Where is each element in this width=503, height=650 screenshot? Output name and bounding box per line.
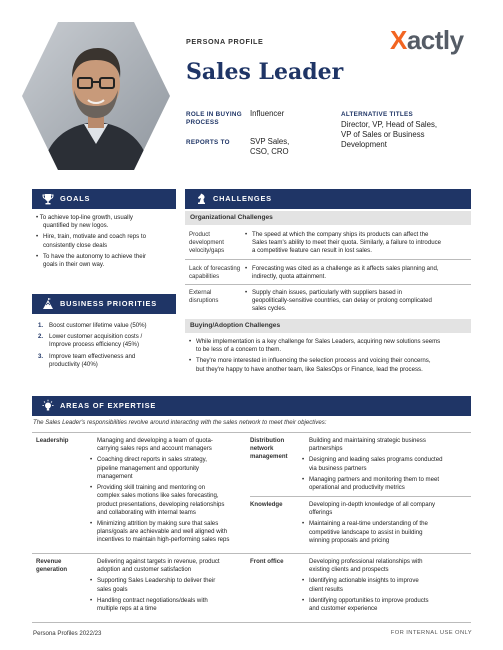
knowledge-list (302, 501, 472, 548)
list-item: • Designing and leading sales programs conducted via business partners (302, 456, 472, 472)
row-text: • Supply chain issues, particularly with suppliers based in geopolitically-sensitive countries, can delay or prolong complicated sales cycles. (245, 289, 467, 313)
revenue-list (90, 558, 250, 616)
table-row (185, 227, 471, 260)
list-item: • Managing partners and monitoring them to meet operational and productivity metrics (302, 476, 472, 492)
list-item: • Supporting Sales Leadership to deliver their sales goals (90, 577, 250, 593)
persona-kicker: PERSONA PROFILE (186, 37, 264, 46)
role-label: ROLE IN BUYING PROCESS (186, 111, 242, 126)
list-item: Building and maintaining strategic business partnerships (309, 437, 426, 453)
list-item: • To have the autonomy to achieve their goals in their own way. (36, 253, 176, 269)
chess-knight-icon (194, 192, 208, 206)
expertise-label-distribution: Distribution network management (250, 437, 288, 460)
expertise-header: AREAS OF EXPERTISE (32, 396, 471, 416)
list-item: • Minimizing attrition by making sure that sales plans/goals are achievable and well aligned with incentives to maintain high-performing sales reps (90, 520, 250, 545)
table-row (185, 285, 471, 317)
priorities-header: BUSINESS PRIORITIES (32, 294, 176, 314)
alt-titles-value: Director, VP, Head of Sales, VP of Sales or Business Development (341, 120, 438, 150)
brand-logo: Xactly (390, 25, 464, 55)
list-item: • Handling contract negotiations/deals with multiple reps at a time (90, 597, 250, 613)
list-item: 3. Improve team effectiveness and productivity (40%) (38, 352, 136, 368)
list-item: 2. Lower customer acquisition costs / Improve process efficiency (45%) (38, 333, 143, 349)
list-item: • Maintaining a real-time understanding of the competitive landscape to assist in building winning proposals and pricing (302, 520, 472, 545)
reports-label: REPORTS TO (186, 139, 230, 146)
divider (32, 432, 471, 433)
list-item: • Identifying actionable insights to improve client results (302, 577, 472, 593)
list-item: Developing professional relationships with existing clients and prospects (309, 558, 423, 574)
expertise-label-front-office: Front office (250, 558, 284, 565)
expertise-label-leadership: Leadership (36, 437, 69, 444)
footer-title: Persona Profiles 2022/23 (33, 630, 102, 637)
row-label: Lack of forecasting capabilities (189, 265, 241, 280)
buying-challenges-list (189, 338, 471, 377)
footer-notice: FOR INTERNAL USE ONLY (390, 630, 472, 636)
alt-titles-label: ALTERNATIVE TITLES (341, 111, 413, 118)
row-text: • The speed at which the company ships its products can affect the Sales team's ability to meet their quota. Similarly, a failure to introduce a competitive feature can result in lost sales. (245, 231, 467, 255)
list-item: • They're more interested in influencing the selection process and voicing their concerns, but they're happy to have another team, like SalesOps or Finance, lead the process. (189, 357, 471, 373)
expertise-label-knowledge: Knowledge (250, 501, 283, 508)
challenges-header: CHALLENGES (185, 189, 471, 209)
reports-value: SVP Sales, CSO, CRO (250, 137, 290, 157)
list-item: 1. Boost customer lifetime value (50%) (38, 322, 147, 329)
front-office-list (302, 558, 472, 616)
list-item: • While implementation is a key challenge for Sales Leaders, acquiring new solutions seems to be less of a concern to them. (189, 338, 471, 354)
leadership-list (90, 437, 250, 548)
divider (250, 496, 471, 497)
list-item: • Providing skill training and mentoring on complex sales motions like sales forecasting, product presentations, developing relationships and collaborating with internal teams (90, 484, 250, 517)
expertise-label-revenue: Revenue generation (36, 558, 68, 573)
buying-challenges-title: Buying/Adoption Challenges (185, 319, 471, 333)
list-item: Delivering against targets in revenue, product adoption and customer satisfaction (97, 558, 220, 574)
goals-list (36, 214, 176, 272)
role-value: Influencer (250, 109, 285, 118)
page-title: Sales Leader (186, 59, 344, 85)
table-row (185, 261, 471, 285)
divider (32, 553, 471, 554)
list-item: Developing in-depth knowledge of all company offerings (309, 501, 436, 517)
list-item: • Hire, train, motivate and coach reps to consistently close deals (36, 233, 176, 249)
trophy-icon (41, 192, 55, 206)
flag-icon (41, 297, 55, 311)
expertise-intro: The Sales Leader's responsibilities revolve around interacting with the sales network to meet their objectives: (33, 419, 327, 426)
row-label: Product development velocity/gaps (189, 231, 225, 254)
portrait-photo (20, 20, 172, 172)
lightbulb-icon (41, 399, 55, 413)
goals-header: GOALS (32, 189, 176, 209)
list-item: Managing and developing a team of quota- carrying sales reps and account managers (97, 437, 213, 453)
priorities-list (38, 322, 178, 372)
row-label: External disruptions (189, 289, 219, 304)
row-text: • Forecasting was cited as a challenge as it affects sales planning and, indirectly, quota attainment. (245, 265, 467, 281)
list-item: • To achieve top-line growth, usually quantified by new logos. (36, 214, 133, 230)
list-item: • Coaching direct reports in sales strategy, pipeline management and opportunity management (90, 456, 250, 481)
distribution-list (302, 437, 472, 495)
list-item: • Identifying opportunities to improve products and customer experience (302, 597, 472, 613)
divider (32, 622, 471, 623)
org-challenges-title: Organizational Challenges (185, 211, 471, 225)
